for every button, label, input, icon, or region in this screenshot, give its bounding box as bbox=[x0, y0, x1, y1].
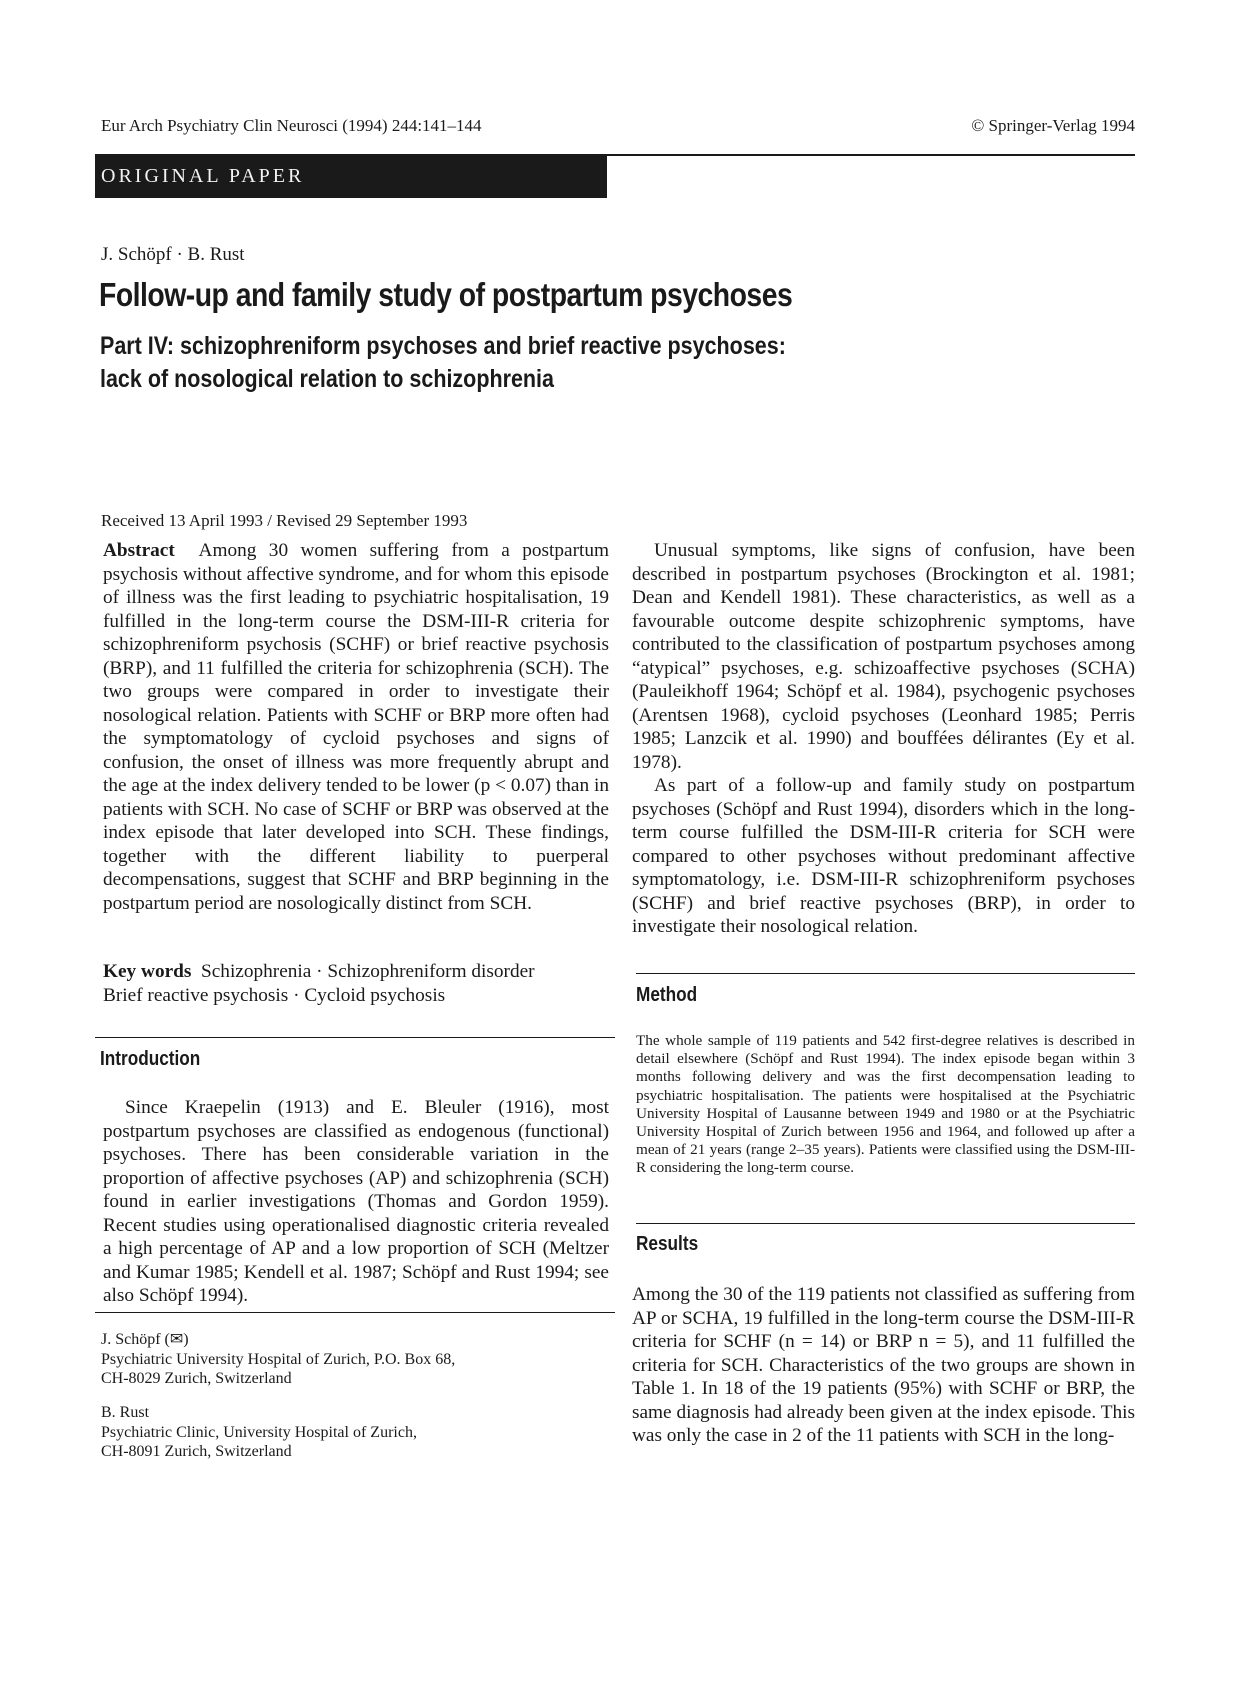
subtitle-line: lack of nosological relation to schizophrenia bbox=[100, 365, 554, 393]
affiliation-name: B. Rust bbox=[101, 1404, 150, 1421]
introduction-heading: Introduction bbox=[100, 1048, 201, 1070]
journal-citation: Eur Arch Psychiatry Clin Neurosci (1994) 244:141–144 bbox=[101, 116, 482, 135]
keywords-label: Key words bbox=[103, 961, 192, 982]
results-text bbox=[632, 1283, 1135, 1448]
keywords-line: Brief reactive psychosis · Cycloid psychosis bbox=[103, 984, 446, 1006]
abstract-text: Among 30 women suffering from a postpartum psychosis without affective syndrome, and for whom this episode of illness was the first leading to psychiatric hospitalisation, 19 fulfilled in the long-term course the DSM-III-R criteria for schizophreniform psychosis (SCHF) or brief reactive psychosis (BRP), and 11 fulfilled the criteria for schizophrenia (SCH). The two groups were compared in order to investigate their nosological relation. Patients with SCHF or BRP more often had the symptomatology of cycloid psychoses and signs of confusion, the onset of illness was more frequently abrupt and the age at the index delivery tended to be lower (p < 0.07) than in patients with SCH. No case of SCHF or BRP was observed at the index episode that later developed into SCH. These findings, together with the different liability to puerperal decompensations, suggest that SCHF and BRP beginning in the postpartum period are nosologically distinct from SCH. bbox=[103, 540, 609, 914]
abstract bbox=[103, 539, 609, 915]
abstract-label: Abstract bbox=[103, 540, 175, 561]
section-rule bbox=[95, 1037, 615, 1038]
article-type-banner: ORIGINAL PAPER bbox=[95, 154, 607, 198]
introduction-continued bbox=[632, 539, 1135, 939]
section-rule bbox=[636, 1223, 1135, 1224]
affiliation-schopf bbox=[101, 1330, 455, 1389]
copyright-notice: © Springer-Verlag 1994 bbox=[971, 116, 1135, 135]
affiliation-rust bbox=[101, 1403, 417, 1462]
affiliation-address: CH-8029 Zurich, Switzerland bbox=[101, 1370, 292, 1387]
section-rule bbox=[636, 973, 1135, 974]
subtitle-line: Part IV: schizophreniform psychoses and brief reactive psychoses: bbox=[100, 332, 786, 360]
paragraph: Unusual symptoms, like signs of confusion, have been described in postpartum psychoses (Brockington et al. 1981; Dean and Kendell 1981). These characteristics, as well as a favourable outcome despite schizophrenic symptoms, have contributed to the classification of postpartum psychoses among “atypical” psychoses, e.g. schizoaffective psychoses (SCHA) (Pauleikhoff 1964; Schöpf et al. 1984), psychogenic psychoses (Arentsen 1968), cycloid psychoses (Leonhard 1985; Perris 1985; Lanzcik et al. 1990) and bouffées délirantes (Ey et al. 1978). bbox=[632, 540, 1135, 773]
paragraph: As part of a follow-up and family study on postpartum psychoses (Schöpf and Rust 1994), disorders which in the long-term course fulfilled the DSM-III-R criteria for SCH were compared to other psychoses without predominant affective symptomatology, i.e. DSM-III-R schizophreniform psychoses (SCHF) and brief reactive psychoses (BRP), in order to investigate their nosological relation. bbox=[632, 775, 1135, 937]
affiliation-name: J. Schöpf (✉) bbox=[101, 1331, 189, 1348]
results-heading: Results bbox=[636, 1233, 699, 1255]
article-title: Follow-up and family study of postpartum psychoses bbox=[99, 276, 793, 313]
affiliation-address: Psychiatric Clinic, University Hospital of Zurich, bbox=[101, 1423, 417, 1441]
introduction-text bbox=[103, 1096, 609, 1308]
method-heading: Method bbox=[636, 984, 698, 1006]
results-paragraph: Among the 30 of the 119 patients not classified as suffering from AP or SCHA, 19 fulfilled in the long-term course the DSM-III-R criteria for SCHF (n = 14) or BRP n = 5), and 11 fulfilled the criteria for SCH. Characteristics of the two groups are shown in Table 1. In 18 of the 19 patients (95%) with SCHF or BRP, the same diagnosis had already been given at the index episode. This was only the case in 2 of the 11 patients with SCH in the long- bbox=[632, 1284, 1135, 1446]
article-subtitle bbox=[100, 330, 786, 396]
introduction-paragraph: Since Kraepelin (1913) and E. Bleuler (1916), most postpartum psychoses are classified as endogenous (functional) psychoses. There has been considerable variation in the proportion of affective psychoses (AP) and schizophrenia (SCH) found in earlier investigations (Thomas and Gordon 1959). Recent studies using operationalised diagnostic criteria revealed a high percentage of AP and a low proportion of SCH (Meltzer and Kumar 1985; Kendell et al. 1987; Schöpf and Rust 1994; see also Schöpf 1994). bbox=[103, 1097, 609, 1306]
affiliation-address: CH-8091 Zurich, Switzerland bbox=[101, 1443, 292, 1460]
author-line: J. Schöpf · B. Rust bbox=[101, 244, 245, 265]
keywords-line: Schizophrenia · Schizophreniform disorder bbox=[201, 961, 535, 982]
method-text: The whole sample of 119 patients and 542 first-degree relatives is described in detail elsewhere (Schöpf and Rust 1994). The index episode began within 3 months following delivery and was the first decompensation leading to psychiatric hospitalisation. The patients were hospitalised at the Psychiatric University Hospital of Lausanne between 1949 and 1980 or at the Psychiatric University Hospital of Zurich between 1956 and 1964, and followed up after a mean of 21 years (range 2–35 years). Patients were classified using the DSM-III-R considering the long-term course. bbox=[636, 1032, 1135, 1177]
keywords bbox=[103, 960, 609, 1007]
affiliation-address: Psychiatric University Hospital of Zurich, P.O. Box 68, bbox=[101, 1350, 456, 1368]
received-dates: Received 13 April 1993 / Revised 29 September 1993 bbox=[101, 511, 468, 530]
footnote-rule bbox=[95, 1312, 615, 1313]
